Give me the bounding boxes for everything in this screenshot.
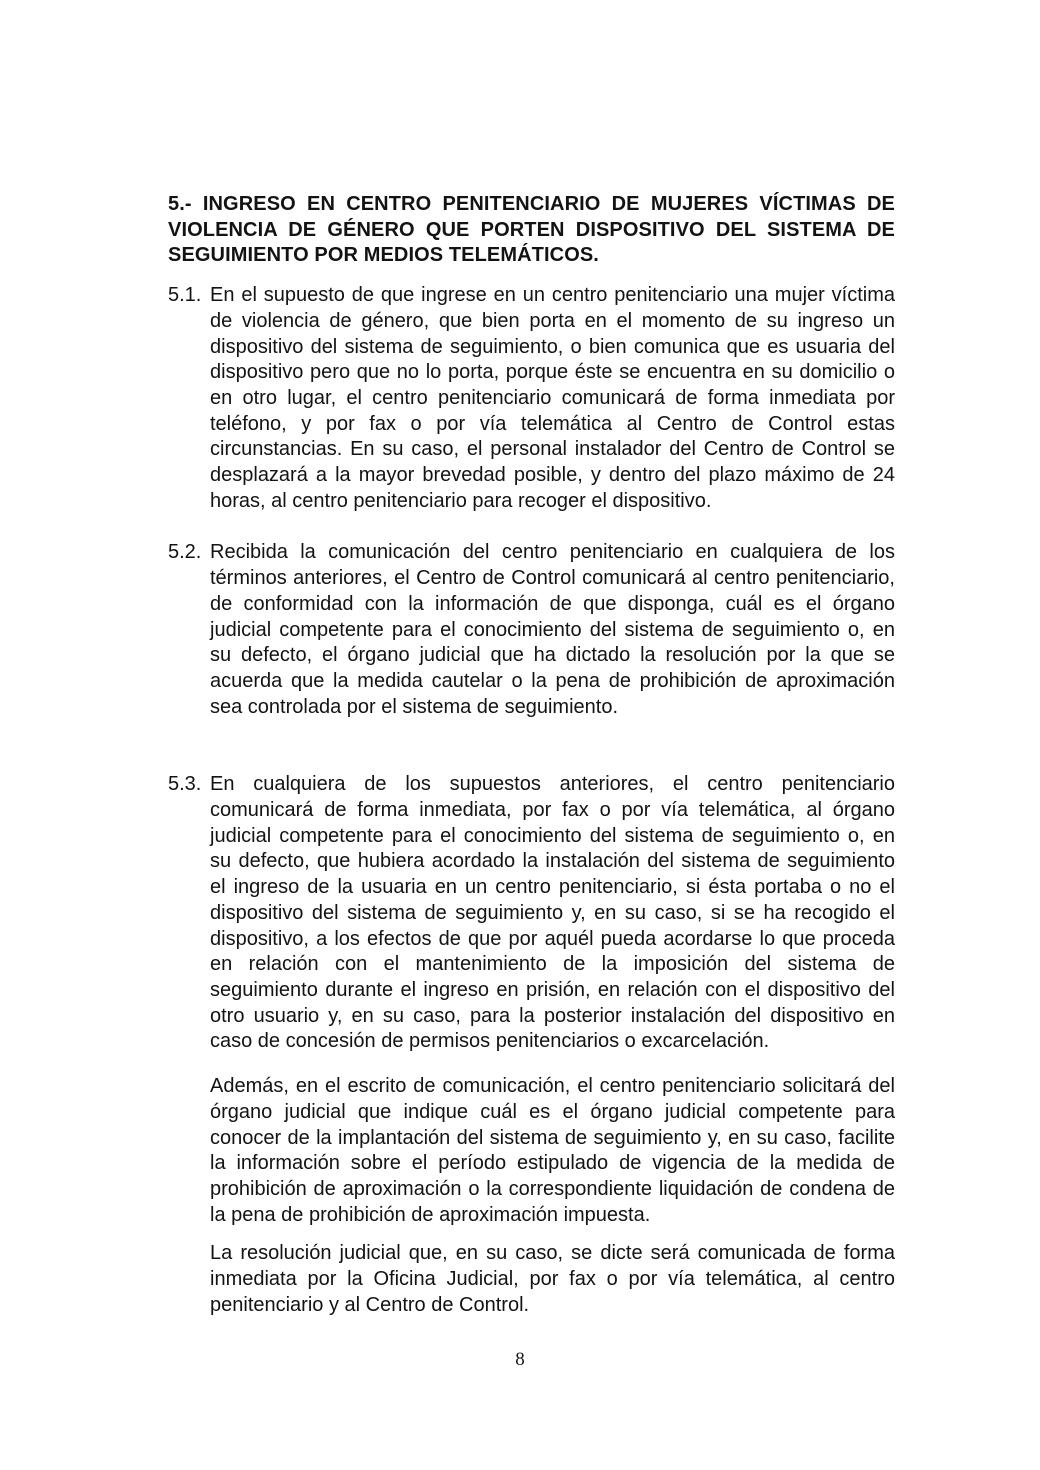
clause-text: En el supuesto de que ingrese en un centro penitenciario una mujer víctima de violencia de género, que bien porta en el momento de su ingreso un dispositivo del sistema de seguimiento, o bien comunica que es usuaria del dispositivo pero que no lo porta, porque éste se encuentra en su domicilio o en otro lugar, el centro penitenciario comunicará de forma inmediata por teléfono, y por fax o por vía telemática al Centro de Control estas circunstancias. En su caso, el personal instalador del Centro de Control se desplazará a la mayor brevedad posible, y dentro del plazo máximo de 24 horas, al centro penitenciario para recoger el dispositivo. <box>210 284 895 512</box>
clause-number: 5.1. <box>168 284 202 307</box>
clause-number: 5.3. <box>168 773 202 796</box>
paragraph-resolucion-judicial: La resolución judicial que, en su caso, se dicte será comunicada de forma inmediata por la Oficina Judicial, por fax o por vía telemática, al centro penitenciario y al Centro de Control. <box>210 1242 895 1316</box>
clause-5-1 <box>168 283 895 514</box>
page-number: 8 <box>515 1349 525 1370</box>
document-content <box>168 192 895 1318</box>
clause-text: Recibida la comunicación del centro penitenciario en cualquiera de los términos anteriores, el Centro de Control comunicará al centro penitenciario, de conformidad con la información de que disponga, cuál es el órgano judicial competente para el conocimiento del sistema de seguimiento o, en su defecto, el órgano judicial que ha dictado la resolución por la que se acuerda que la medida cautelar o la pena de prohibición de aproximación sea controlada por el sistema de seguimiento. <box>210 541 895 718</box>
clause-5-2 <box>168 540 895 720</box>
clause-number: 5.2. <box>168 541 202 564</box>
clause-text: En cualquiera de los supuestos anteriores, el centro penitenciario comunicará de forma inmediata, por fax o por vía telemática, al órgano judicial competente para el conocimiento del sistema de seguimiento o, en su defecto, que hubiera acordado la instalación del sistema de seguimiento el ingreso de la usuaria en un centro penitenciario, si ésta portaba o no el dispositivo del sistema de seguimiento y, en su caso, si se ha recogido el dispositivo, a los efectos de que por aquél pueda acordarse lo que proceda en relación con el mantenimiento de la imposición del sistema de seguimiento durante el ingreso en prisión, en relación con el dispositivo del otro usuario y, en su caso, para la posterior instalación del dispositivo en caso de concesión de permisos penitenciarios o excarcelación. <box>210 773 895 1053</box>
section-heading: 5.- INGRESO EN CENTRO PENITENCIARIO DE MUJERES VÍCTIMAS DE VIOLENCIA DE GÉNERO QUE PORTEN DISPOSITIVO DEL SISTEMA DE SEGUIMIENTO POR MEDIOS TELEMÁTICOS. <box>168 193 895 267</box>
paragraph-ademas: Además, en el escrito de comunicación, el centro penitenciario solicitará del órgano judicial que indique cuál es el órgano judicial competente para conocer de la implantación del sistema de seguimiento y, en su caso, facilite la información sobre el período estipulado de vigencia de la medida de prohibición de aproximación o la correspondiente liquidación de condena de la pena de prohibición de aproximación impuesta. <box>210 1075 895 1226</box>
clause-5-3 <box>168 772 895 1055</box>
